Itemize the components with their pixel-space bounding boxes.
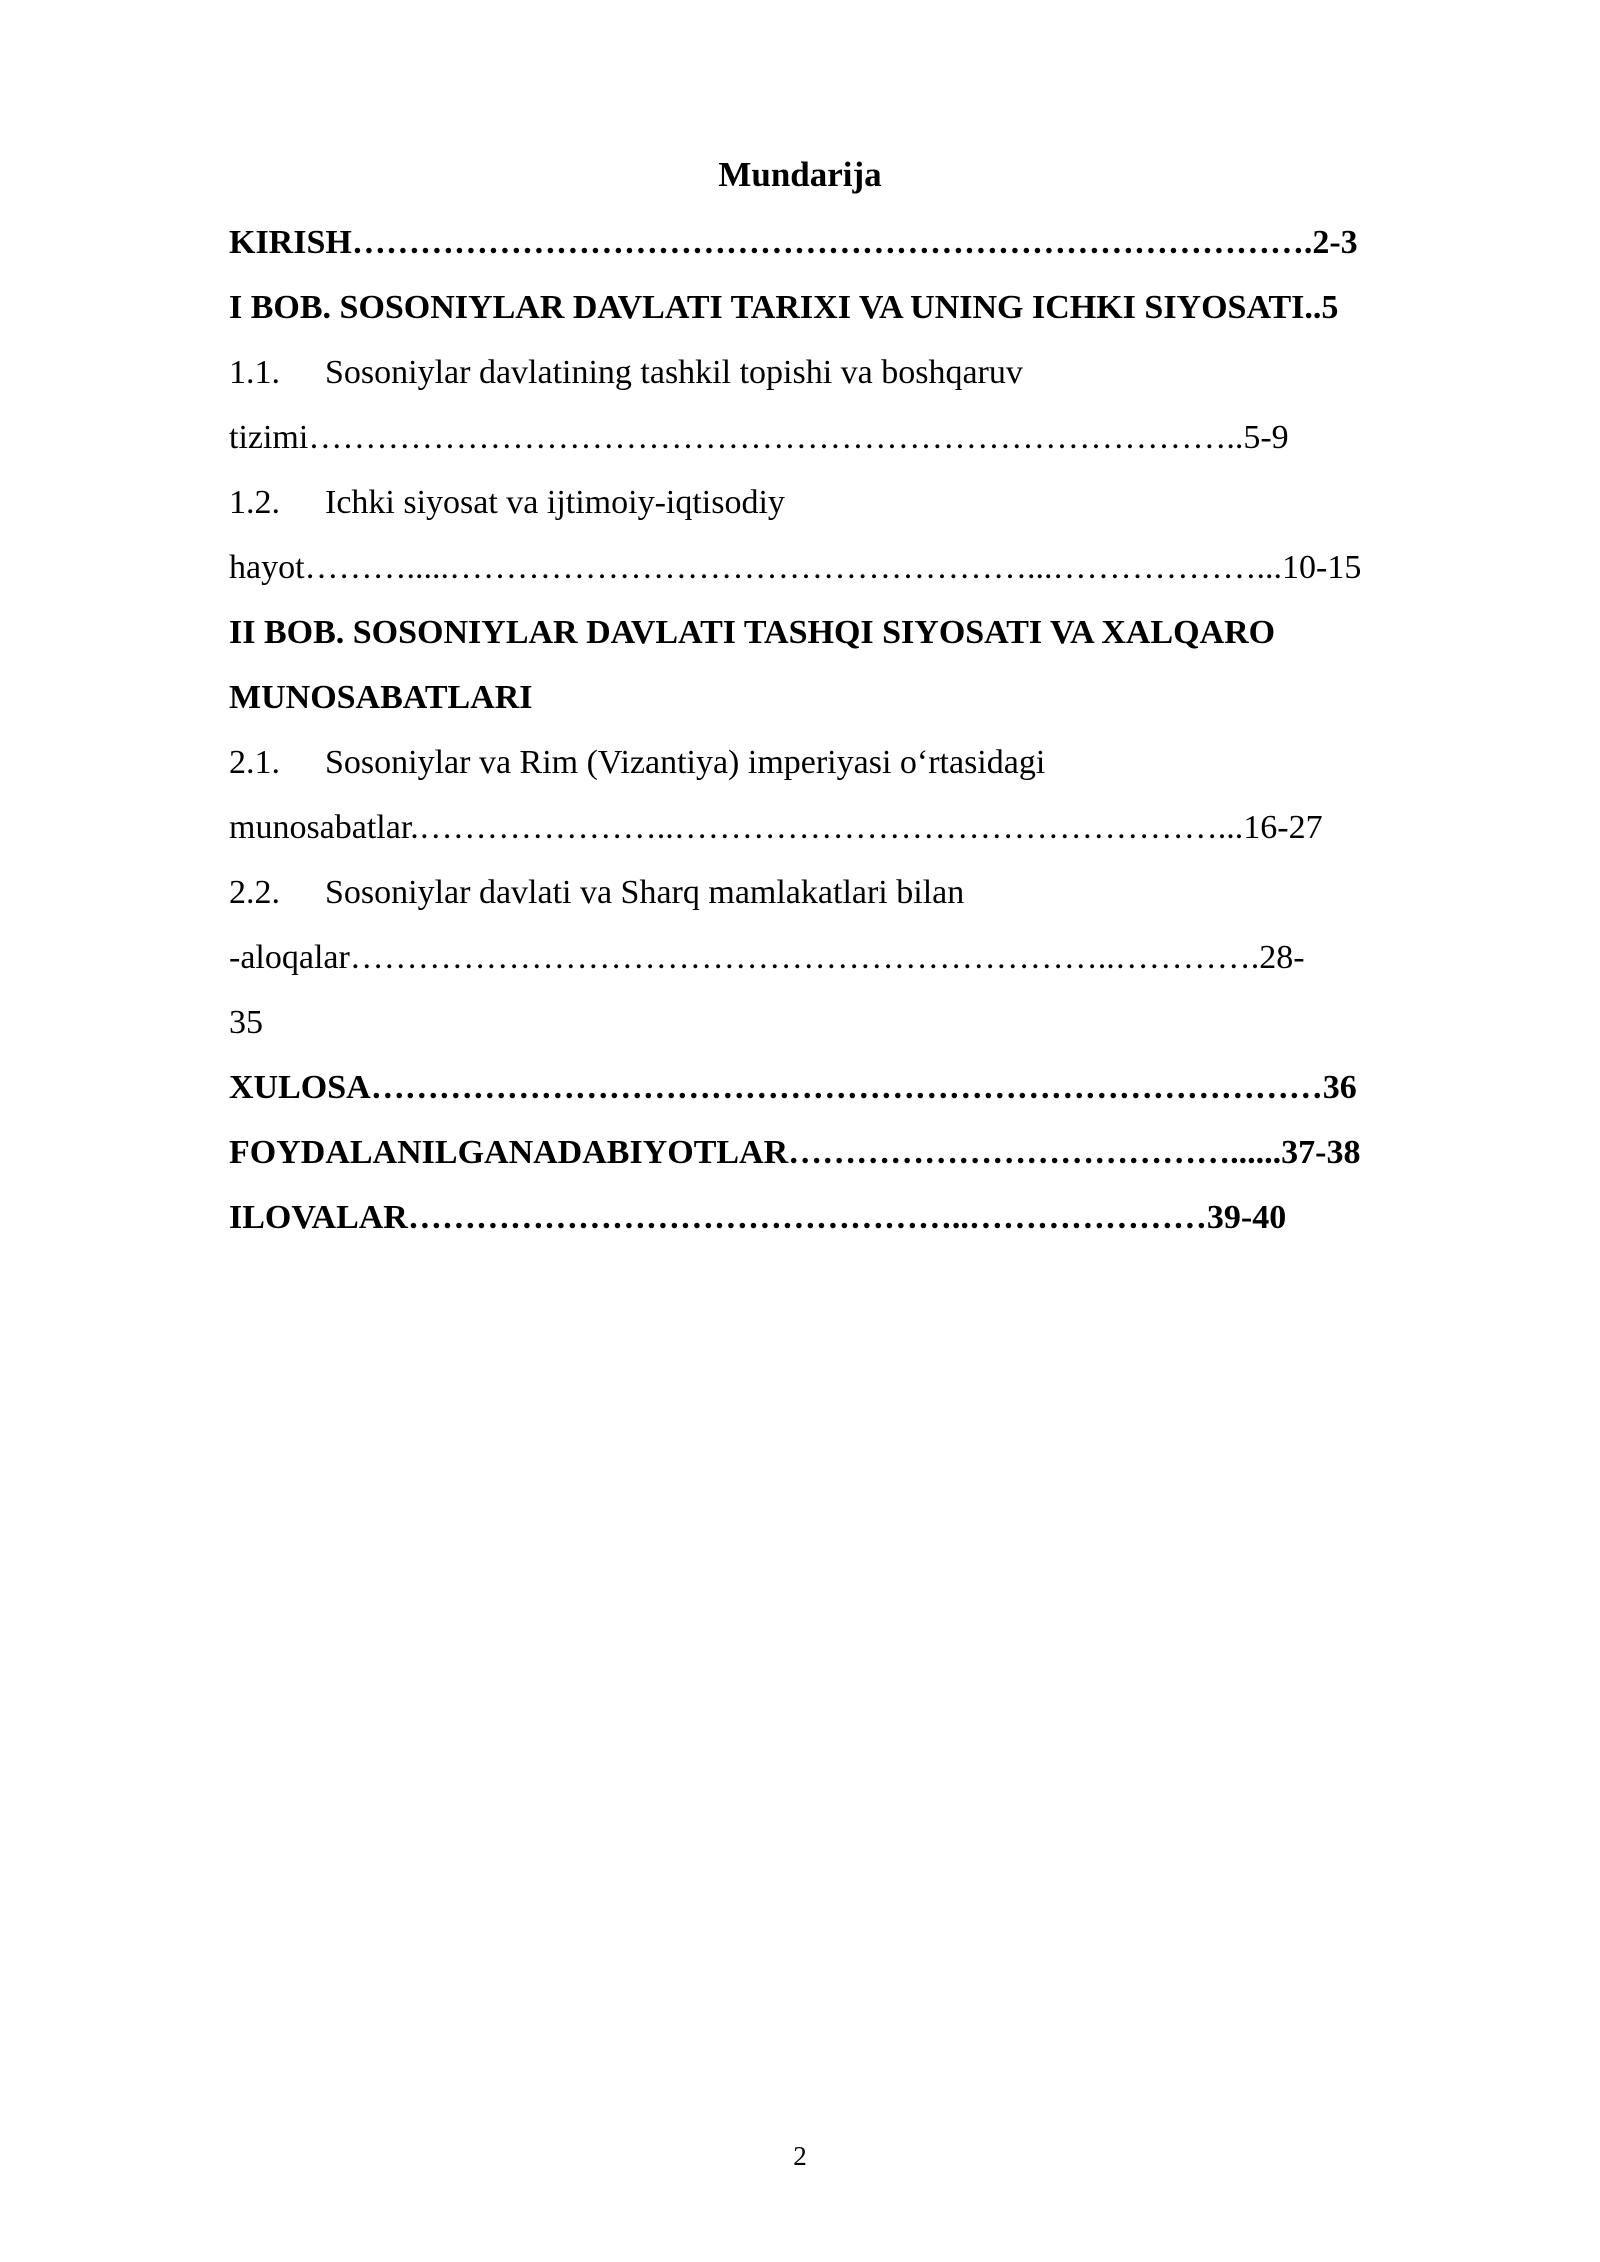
section-title: Sosoniylar davlati va Sharq mamlakatlari bilan (325, 874, 965, 911)
toc-entry-section-1-2-continued: hayot……….....……………………………………………...………………...10-15 (229, 549, 1362, 586)
toc-entry-section-2-1 (229, 730, 1484, 795)
section-title: Sosoniylar davlatining tashkil topishi va boshqaruv (325, 354, 1023, 391)
section-number: 2.1. (229, 744, 280, 781)
section-title: Sosoniylar va Rim (Vizantiya) imperiyasi o‘rtasidagi (325, 744, 1046, 781)
toc-entry-section-2-2 (229, 860, 1484, 925)
toc-entry-ilovalar: ILOVALAR…………………………………………..…………………39-40 (229, 1199, 1287, 1236)
table-of-contents (229, 210, 1484, 1250)
page-number: 2 (793, 2141, 807, 2171)
section-number: 1.2. (229, 484, 280, 521)
section-number: 2.2. (229, 874, 280, 911)
toc-entry-foydalanilgan-adabiyotlar: FOYDALANILGANADABIYOTLAR…………………………………......37-38 (229, 1134, 1361, 1171)
toc-entry-section-1-1-continued: tizimi………………………………………………………………………..5-9 (229, 419, 1289, 456)
section-number: 1.1. (229, 354, 280, 391)
toc-entry-section-1-1 (229, 340, 1484, 405)
toc-entry-xulosa: XULOSA…………………………………………………………………………36 (229, 1069, 1357, 1106)
toc-title: Mundarija (718, 155, 882, 194)
toc-entry-section-2-2-page-end: 35 (229, 1004, 263, 1041)
toc-entry-section-2-1-continued: munosabatlar.…………………..…………………………………………...16-27 (229, 809, 1323, 846)
section-title: Ichki siyosat va ijtimoiy-iqtisodiy (325, 484, 785, 521)
toc-entry-chapter-2-continued: MUNOSABATLARI (229, 679, 533, 716)
toc-entry-section-2-2-continued: -aloqalar…………………………………………………………..………….28- (229, 939, 1305, 976)
toc-entry-chapter-2: II BOB. SOSONIYLAR DAVLATI TASHQI SIYOSATI VA XALQARO (229, 614, 1276, 651)
toc-entry-section-1-2 (229, 470, 1484, 535)
toc-entry-chapter-1: I BOB. SOSONIYLAR DAVLATI TARIXI VA UNING ICHKI SIYOSATI..5 (229, 289, 1339, 326)
toc-entry-kirish: KIRISH………………………………………………………………………….2-3 (229, 224, 1358, 261)
